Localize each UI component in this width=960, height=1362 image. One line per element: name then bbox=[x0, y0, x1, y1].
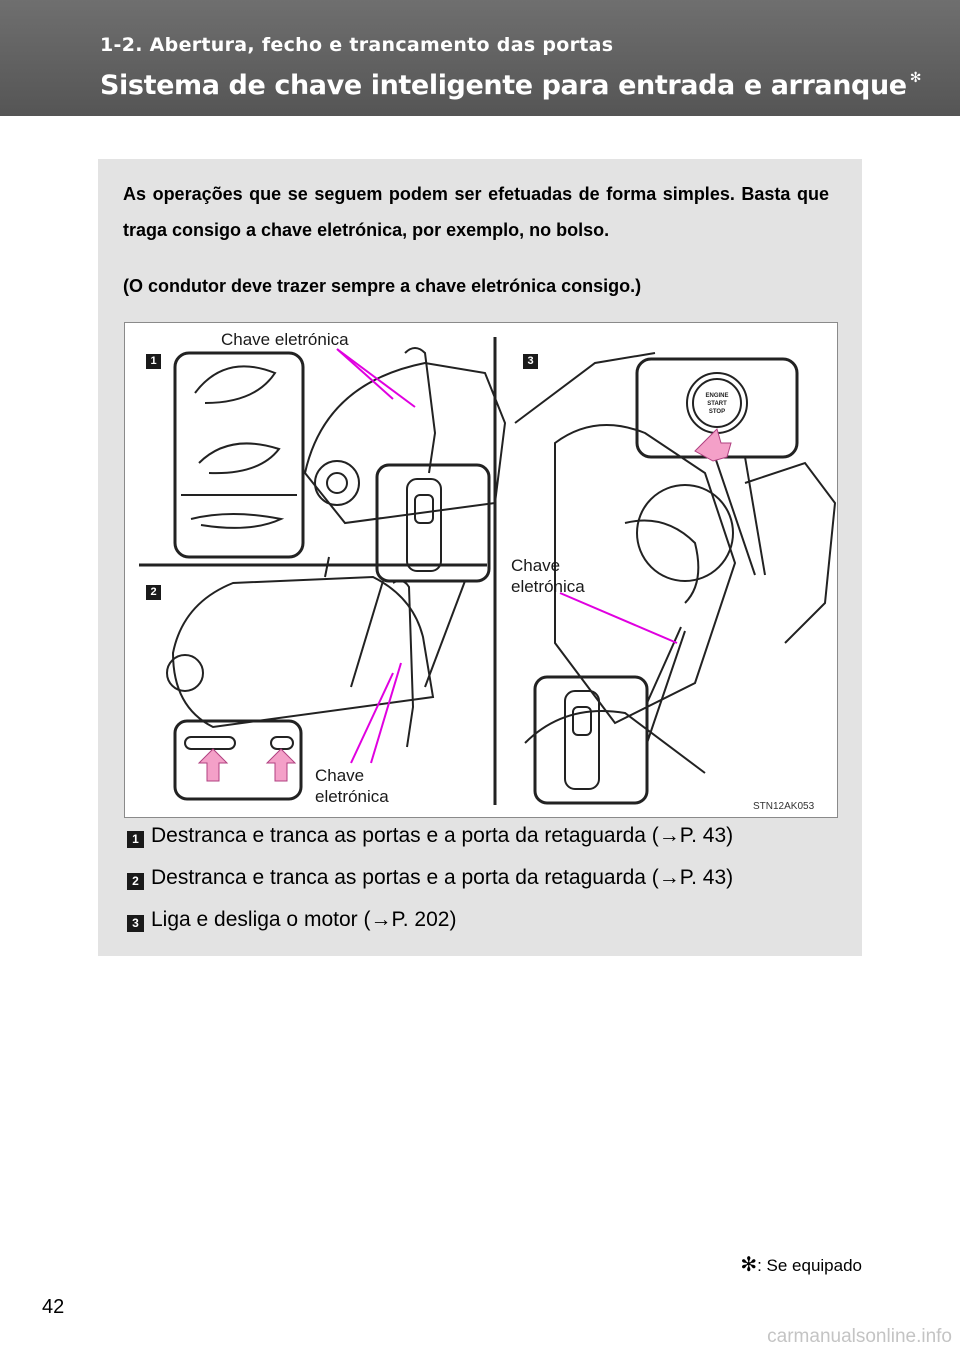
equipped-mark-icon: ✻ bbox=[740, 1254, 758, 1276]
engine-button-label-3: STOP bbox=[708, 409, 726, 415]
figure-badge-2: 2 bbox=[146, 585, 161, 600]
label-middle-line1: Chave bbox=[511, 556, 561, 575]
list-item-text: Destranca e tranca as portas e a porta da retaguarda (→P. 43) bbox=[151, 824, 734, 847]
intro-paragraph: As operações que se seguem podem ser efetuadas de forma simples. Basta que traga consigo a chave eletrónica, por exemplo, no bolso. bbox=[123, 184, 829, 240]
label-bottom-line1: Chave bbox=[315, 766, 365, 785]
engine-button-label-2: START bbox=[707, 401, 727, 407]
figure-badge-3: 3 bbox=[523, 354, 538, 369]
footnote bbox=[740, 1252, 862, 1277]
label-middle-line2: eletrónica bbox=[511, 577, 585, 596]
list-number-badge: 1 bbox=[127, 831, 144, 848]
figure-code: STN12AK053 bbox=[753, 801, 815, 812]
list-number-badge: 2 bbox=[127, 873, 144, 890]
page-number: 42 bbox=[42, 1296, 65, 1318]
intro-note: (O condutor deve trazer sempre a chave eletrónica consigo.) bbox=[123, 276, 642, 296]
engine-button-label-1: ENGINE bbox=[705, 393, 729, 399]
equipped-mark-icon: ✻ bbox=[909, 70, 922, 86]
list-item-text: Destranca e tranca as portas e a porta da retaguarda (→P. 43) bbox=[151, 866, 734, 889]
label-bottom-line2: eletrónica bbox=[315, 787, 389, 806]
label-smart-key-top: Chave eletrónica bbox=[221, 330, 349, 349]
figure-badge-1: 1 bbox=[146, 354, 161, 369]
page-title-text: Sistema de chave inteligente para entrada e arranque bbox=[100, 70, 907, 101]
list-number-badge: 3 bbox=[127, 915, 144, 932]
watermark: carmanualsonline.info bbox=[767, 1326, 952, 1347]
footnote-text: : Se equipado bbox=[757, 1256, 862, 1275]
label-smart-key-bottom bbox=[315, 765, 389, 807]
illustration-figure bbox=[124, 322, 838, 818]
page-title bbox=[100, 70, 921, 101]
label-smart-key-middle bbox=[511, 555, 585, 597]
list-item-text: Liga e desliga o motor (→P. 202) bbox=[151, 908, 457, 931]
illustration-drawing bbox=[125, 323, 837, 817]
page-header bbox=[0, 0, 960, 116]
section-label: 1-2. Abertura, fecho e trancamento das portas bbox=[100, 34, 614, 56]
